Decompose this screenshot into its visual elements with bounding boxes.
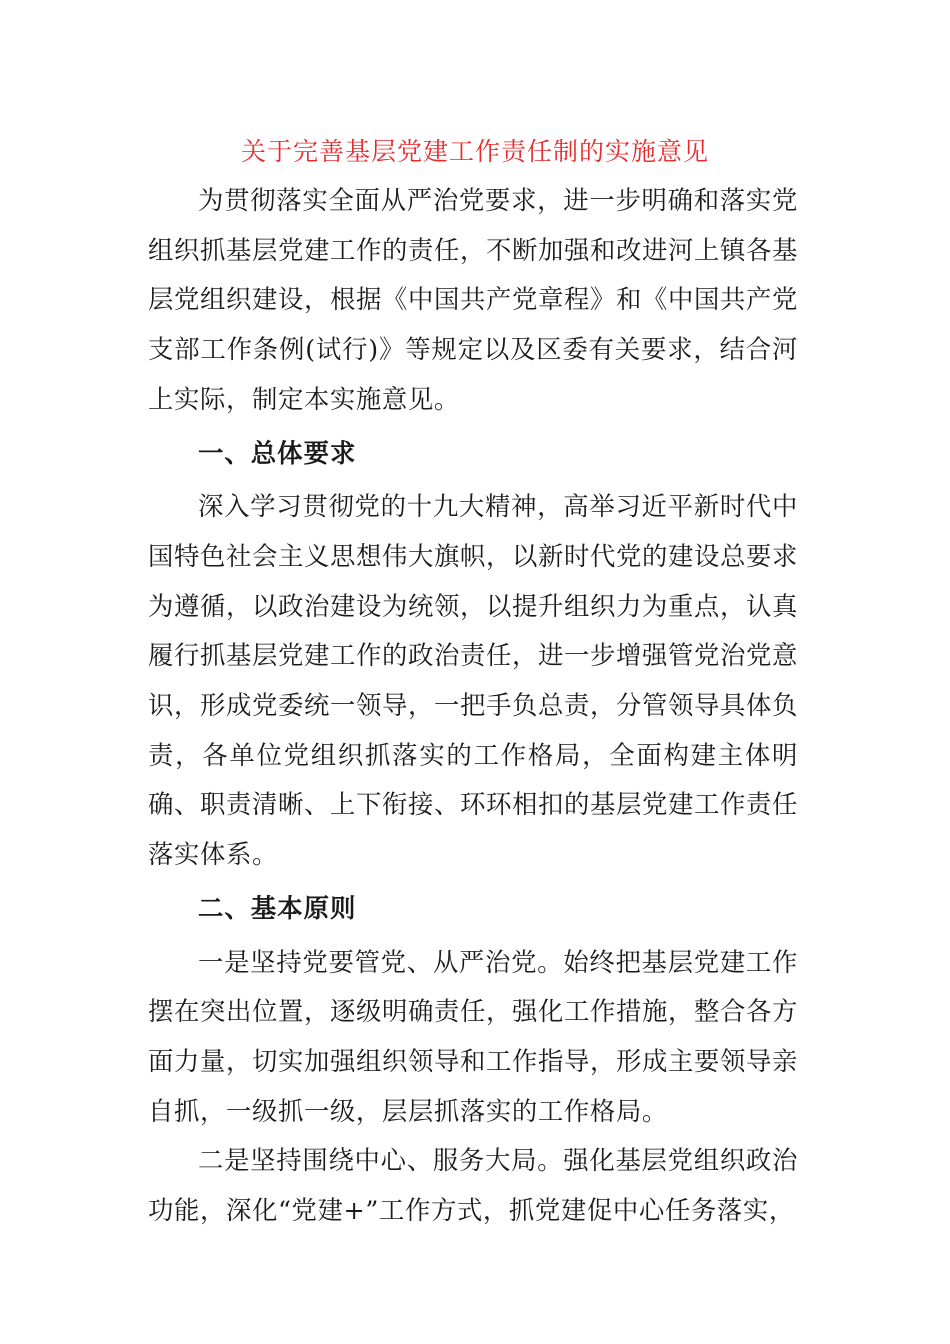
principle-paragraph: 一是坚持党要管党、从严治党。始终把基层党建工作摆在突出位置，逐级明确责任，强化工作措施，整合各方面力量，切实加强组织领导和工作指导，形成主要领导亲自抓，一级抓一级，层层抓落实的工作格局。 [148, 946, 798, 1126]
intro-paragraph: 为贯彻落实全面从严治党要求，进一步明确和落实党组织抓基层党建工作的责任，不断加强和改进河上镇各基层党组织建设，根据《中国共产党章程》和《中国共产党支部工作条例(试行)》等规定以及区委有关要求，结合河上实际，制定本实施意见。 [148, 185, 798, 414]
document-title: 关于完善基层党建工作责任制的实施意见 [240, 137, 709, 166]
document-body [148, 176, 798, 1236]
section-heading-basic-principles: 二、基本原则 [198, 892, 357, 923]
section-heading-overall-requirements: 一、总体要求 [198, 437, 357, 468]
overall-requirements-paragraph: 深入学习贯彻党的十九大精神，高举习近平新时代中国特色社会主义思想伟大旗帜，以新时代党的建设总要求为遵循，以政治建设为统领，以提升组织力为重点，认真履行抓基层党建工作的政治责任，进一步增强管党治党意识，形成党委统一领导，一把手负总责，分管领导具体负责，各单位党组织抓落实的工作格局，全面构建主体明确、职责清晰、上下衔接、环环相扣的基层党建工作责任落实体系。 [148, 491, 798, 870]
principle-paragraph: 二是坚持围绕中心、服务大局。强化基层党组织政治功能，深化“党建+”工作方式，抓党建促中心任务落实， [148, 1145, 798, 1226]
